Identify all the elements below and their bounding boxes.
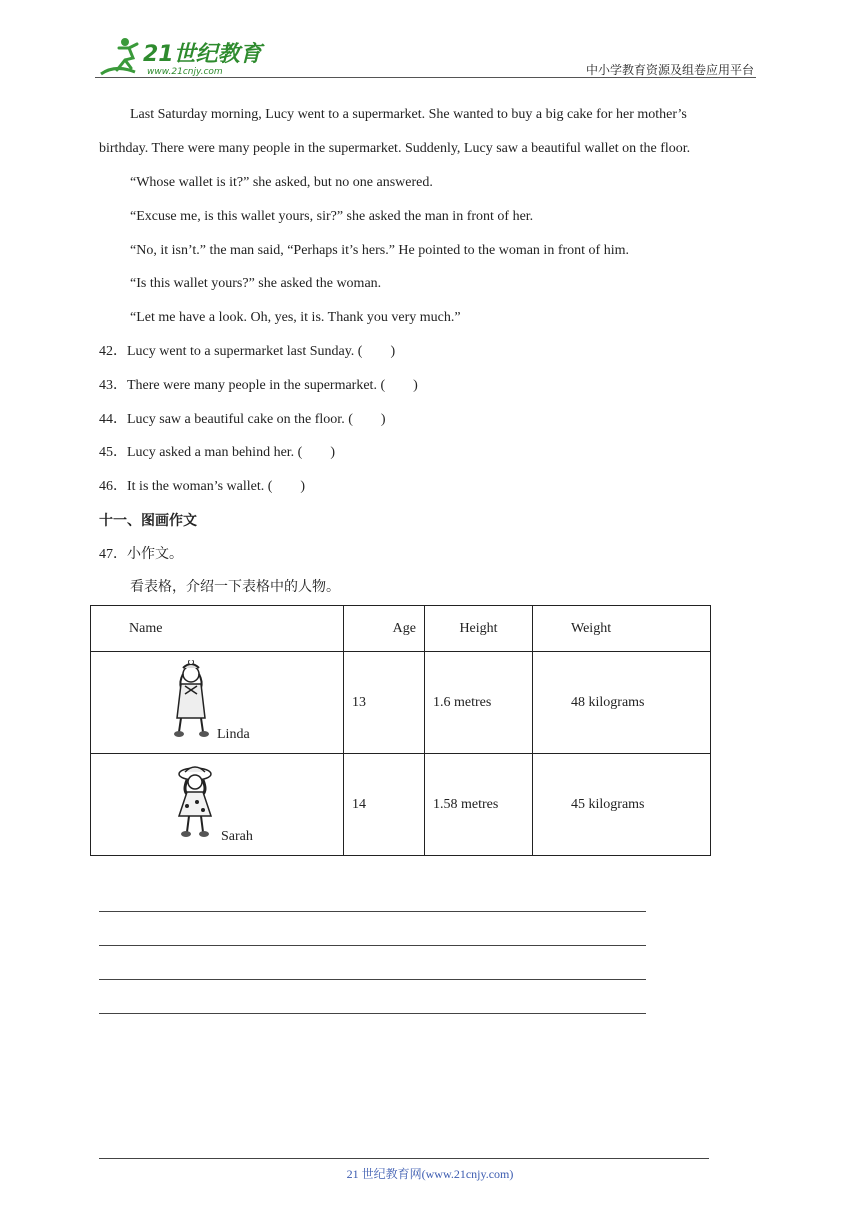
writing-line[interactable] bbox=[99, 979, 646, 980]
question-number: 43． bbox=[99, 378, 127, 393]
name-cell bbox=[91, 754, 344, 856]
weight-cell: 45 kilograms bbox=[533, 754, 711, 856]
question-instruction: 看表格，介绍一下表格中的人物。 bbox=[130, 580, 340, 595]
logo-text: 21世纪教育 bbox=[143, 42, 262, 67]
girl-linda-illustration bbox=[171, 660, 215, 740]
writing-line[interactable] bbox=[99, 911, 646, 912]
question-item bbox=[99, 545, 183, 565]
passage-line: “Excuse me, is this wallet yours, sir?” she asked the man in front of her. bbox=[130, 209, 534, 224]
question-number: 44． bbox=[99, 412, 127, 427]
question-number: 47． bbox=[99, 547, 127, 562]
passage-line: “Whose wallet is it?” she asked, but no one answered. bbox=[130, 175, 433, 190]
passage-line: Last Saturday morning, Lucy went to a supermarket. She wanted to buy a big cake for her mother’s bbox=[130, 107, 687, 122]
passage-line: birthday. There were many people in the supermarket. Suddenly, Lucy saw a beautiful wallet on the floor. bbox=[99, 141, 691, 156]
site-logo bbox=[95, 34, 265, 80]
header-cell-name: Name bbox=[91, 606, 344, 652]
question-text: Lucy asked a man behind her. ( ) bbox=[127, 445, 335, 460]
age-cell: 13 bbox=[344, 652, 425, 754]
passage-line: “Let me have a look. Oh, yes, it is. Thank you very much.” bbox=[130, 310, 461, 325]
info-table bbox=[90, 605, 711, 856]
question-text: Lucy went to a supermarket last Sunday. ( ) bbox=[127, 344, 396, 359]
question-number: 46． bbox=[99, 479, 127, 494]
header-cell-weight: Weight bbox=[533, 606, 711, 652]
passage-line: “No, it isn’t.” the man said, “Perhaps it’s hers.” He pointed to the woman in front of him. bbox=[130, 243, 629, 258]
writing-line[interactable] bbox=[99, 1013, 646, 1014]
name-cell bbox=[91, 652, 344, 754]
girl-sarah-illustration bbox=[171, 762, 219, 842]
question-text: Lucy saw a beautiful cake on the floor. ( ) bbox=[127, 412, 386, 427]
header-tagline: 中小学教育资源及组卷应用平台 bbox=[585, 63, 754, 77]
person-name: Linda bbox=[217, 727, 250, 742]
header-cell-height: Height bbox=[425, 606, 533, 652]
height-cell: 1.6 metres bbox=[425, 652, 533, 754]
question-number: 42． bbox=[99, 344, 127, 359]
header-cell-age: Age bbox=[344, 606, 425, 652]
footer-divider bbox=[99, 1158, 709, 1159]
header-divider bbox=[95, 77, 756, 78]
table-row bbox=[91, 652, 711, 754]
age-cell: 14 bbox=[344, 754, 425, 856]
footer-text[interactable]: 21 世纪教育网(www.21cnjy.com) bbox=[346, 1167, 514, 1181]
question-item bbox=[99, 410, 386, 430]
logo-url: www.21cnjy.com bbox=[147, 67, 223, 77]
question-text: 小作文。 bbox=[127, 547, 183, 562]
section-title: 十一、图画作文 bbox=[99, 513, 197, 529]
table-row bbox=[91, 754, 711, 856]
question-text: It is the woman’s wallet. ( ) bbox=[127, 479, 306, 494]
question-item bbox=[99, 342, 395, 362]
passage-line: “Is this wallet yours?” she asked the woman. bbox=[130, 276, 382, 291]
writing-line[interactable] bbox=[99, 945, 646, 946]
question-item bbox=[99, 376, 418, 396]
person-name: Sarah bbox=[221, 829, 253, 844]
question-item bbox=[99, 477, 305, 497]
question-item bbox=[99, 443, 335, 463]
weight-cell: 48 kilograms bbox=[533, 652, 711, 754]
question-number: 45． bbox=[99, 445, 127, 460]
question-text: There were many people in the supermarket. ( ) bbox=[127, 378, 418, 393]
table-header-row bbox=[91, 606, 711, 652]
height-cell: 1.58 metres bbox=[425, 754, 533, 856]
